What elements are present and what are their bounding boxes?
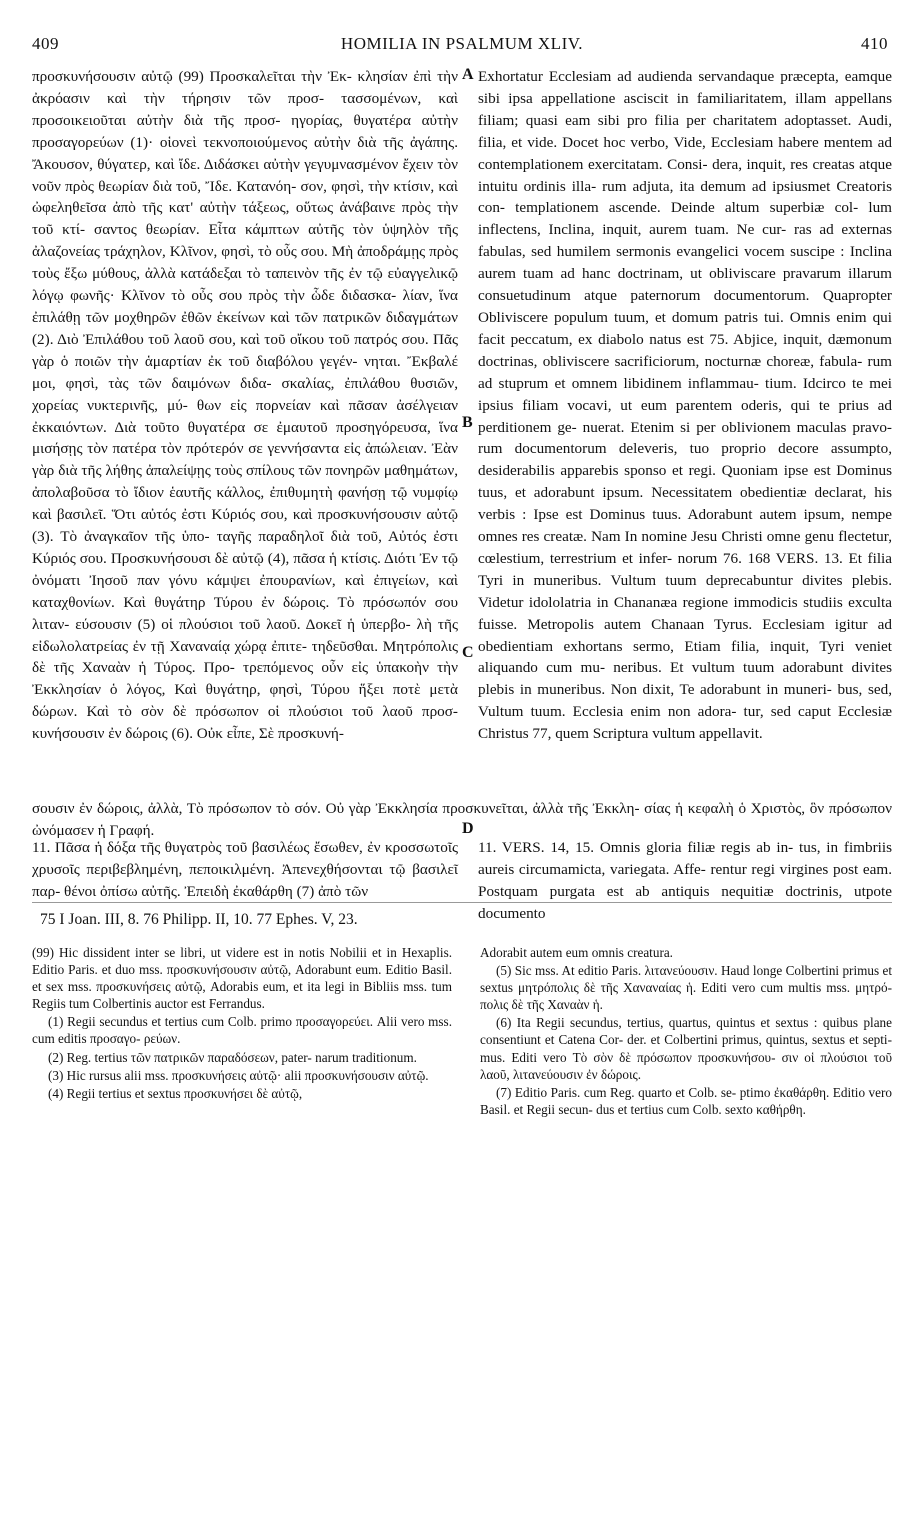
footnote: (3) Hic rursus alii mss. προσκυνήσεις αὐτῷ· alii προσκυνήσουσιν αὐτῷ. bbox=[48, 1067, 429, 1083]
footnote: (2) Reg. tertius τῶν πατρικῶν παραδόσεων, pater- narum traditionum. bbox=[48, 1049, 417, 1065]
latin-paragraph-11: 11. VERS. 14, 15. Omnis gloria filiæ regis ab in- tus, in fimbriis aureis circumamicta, variegata. Affe- rentur regi virgines post eam. Postquam purgata est ab antiquis nequitiæ doctrinis, utpote documento bbox=[478, 839, 892, 922]
scripture-references: 75 I Joan. III, 8. 76 Philipp. II, 10. 77 Ephes. V, 23. bbox=[40, 911, 358, 928]
margin-marker-b: B bbox=[462, 414, 473, 431]
footnote: (1) Regii secundus et tertius cum Colb. primo προσαγορεύει. Alii vero mss. cum editis προσαγο- ρεύων. bbox=[32, 1014, 452, 1047]
page-number-right: 410 bbox=[861, 34, 888, 53]
latin-paragraph: Exhortatur Ecclesiam ad audienda servandaque præcepta, eamque sibi ipsa appellatione asciscit in familiaritatem, illam appellans filiam; quasi eam sibi pro filia per charitatem adoptasset. Audi, filia, et vide. Docet hoc verbo, Vide, Ecclesiam habere mentem ad contemplationem exercitatam. Consi- dera, inquit, res creatas atque intuitu ordinis illa- rum adjuta, ita demum ad ipsiusmet Creatoris con- templationem ascende. Deinde altum superbiæ col- lum inflectens, Inclina, inquit, aurem tuam. Ne cur- ras ad externas fabulas, sed humilem sermonis evangelici vocem suscipe : Inclina aurem tuam ad hanc doctrinam, ut obliviscare pravarum illarum consuetudinum atque paternorum documentorum. Quapropter Obliviscere populum tuum, et domum patris tui. Omnis enim qui facit peccatum, ex diabolo natus est 75. Abjice, inquit, dæmonum doctrinas, obliviscere sacrificiorum, nocturnæ choreæ, fabula- rum ad stuprum et omnem libidinem inflammau- tium. Idcirco te mei ipsius filiam vocavi, ut eum parentem oderis, qui te prius ad perditionem ge- nuerat. Etenim si per oblivionem maculas pravo- rum documentorum deleveris, tuo proprio decore assumpto, desiderabilis apparebis sponso et regi. Quoniam ipse est Dominus tuus, et adorabunt ipsum. Necessitatem obedientiæ declarat, his verbis : Ipse est Dominus tuus. Adorabunt autem ipsum, nempe omnes res creatæ. Nam In nomine Jesu Christi omne genu flectetur, cœlestium, terrestrium et infer- norum 76. 168 VERS. 13. Et filia Tyri in muneribus. Vultum tuum deprecabuntur divites plebis. Videtur idololatria in Chananæa regione immodicis studiis exculta fuisse. Metropolis autem Chanaan Tyrus. Ecclesiam igitur ad obedientiam exhortans sermo, Etiam filia, inquit, Tyri veniet aliquando cum mu- neribus. Et vultum tuum adorabunt divites plebis in muneribus. Non dixit, Te adorabunt in muneri- bus, sed, Vultum tuum. Ecclesia enim non adora- tur, sed caput Ecclesiæ Christus 77, quem Scriptura vultum appellavit. bbox=[478, 68, 892, 743]
margin-marker-c: C bbox=[462, 644, 474, 661]
greek-column bbox=[32, 66, 458, 745]
footnote: Adorabit autem eum omnis creatura. bbox=[480, 945, 673, 960]
running-header bbox=[0, 34, 924, 58]
footnote: (7) Editio Paris. cum Reg. quarto et Colb. se- ptimo ἐκαθάρθη. Editio vero Basil. et Regii secun- dus et tertius cum Colb. sexto καθήρθη. bbox=[480, 1084, 892, 1117]
latin-column bbox=[478, 66, 892, 745]
margin-marker-d: D bbox=[462, 820, 474, 837]
footnotes-right bbox=[480, 944, 892, 1119]
footnote-rule bbox=[32, 902, 892, 903]
footnote: (4) Regii tertius et sextus προσκυνήσει δὲ αὐτῷ, bbox=[48, 1085, 303, 1101]
margin-marker-a: A bbox=[462, 66, 474, 83]
footnotes-left bbox=[32, 944, 452, 1103]
greek-paragraph-11: 11. Πᾶσα ἡ δόξα τῆς θυγατρὸς τοῦ βασιλέως ἔσωθεν, ἐν κροσσωτοῖς χρυσοῖς περιβεβλημένη, πεποικιλμένη. Ἀπενεχθήσονται τῷ βασιλεῖ παρ- θένοι ὀπίσω αὐτῆς. Ἐπειδὴ ἐκαθάρθη (7) ἀπὸ τῶν bbox=[32, 839, 458, 900]
footnote: (6) Ita Regii secundus, tertius, quartus, quintus et sextus : quibus plane consentiunt et Catena Cor- der. et Colbertini primus, quintus, sextus et septi- mus. Editi vero Τὸ σὸν δὲ πρόσωπον προσκυνήσου- σιν οἱ πλούσιοι τοῦ λαοῦ, λιτανεύουσιν ἐν δώροις. bbox=[480, 1015, 892, 1082]
page-number-left: 409 bbox=[32, 34, 59, 53]
full-width-line: σουσιν ἐν δώροις, ἀλλὰ, Τὸ πρόσωπον τὸ σόν. Οὐ γὰρ Ἐκκλησία προσκυνεῖται, ἀλλὰ τῆς Ἐκκλη- σίας ἡ κεφαλὴ ὁ Χριστὸς, ὃν πρόσωπον ὠνόμασεν ἡ Γραφή. bbox=[32, 800, 892, 839]
greek-paragraph: προσκυνήσουσιν αὐτῷ (99) Προσκαλεῖται τὴν Ἐκ- κλησίαν ἐπὶ τὴν ἀκρόασιν καὶ τὴν τήρησιν τῶν προσ- τασσομένων, καὶ προσοικειοῦται αὐτὴν διὰ τῆς προσ- ηγορίας, θυγατέρα αὐτὴν προσαγορεύων (1)· οἱονεὶ τεκνοποιούμενος αὐτὴν διὰ τῆς ἀγάπης. Ἄκουσον, θύγατερ, καὶ ἴδε. Διδάσκει αὐτὴν γεγυμνασμένον ἔχειν τὸν νοῦν πρὸς θεωρίαν διὰ τοῦ, Ἴδε. Κατανόη- σον, φησὶ, τὴν κτίσιν, καὶ ὠφεληθεῖσα ἀπὸ τῆς κατ' αὐτὴν τάξεως, οὕτως ἀνάβαινε πρὸς τὴν τοῦ κτί- σαντος θεωρίαν. Εἶτα κάμπτων αὐτῆς τὸν ὑψηλὸν τῆς ἀλαζονείας τράχηλον, Κλῖνον, φησὶ, τὸ οὖς σου. Μὴ ἀποδράμῃς πρὸς τοὺς ἔξω μύθους, ἀλλὰ κατάδεξαι τὸ ταπεινὸν τῆς ἐν τῷ εὐαγγελικῷ λόγῳ φωνῆς· Κλῖνον τὸ οὖς σου πρὸς τὴν ὧδε διδασκα- λίαν, ἵνα ἐπιλάθῃ τῶν μοχθηρῶν ἐθῶν ἐκείνων καὶ τῶν πατρικῶν διδαγμάτων (2). Διὸ Ἐπιλάθου τοῦ λαοῦ σου, καὶ τοῦ οἴκου τοῦ πατρός σου. Πᾶς γὰρ ὁ ποιῶν τὴν ἁμαρτίαν ἐκ τοῦ διαβόλου γεγέν- νηται. Ἔκβαλέ μοι, φησὶ, τὰς τῶν δαιμόνων διδα- σκαλίας, ἐπιλάθου θυσιῶν, χορείας νυκτερινῆς, μύ- θων εἰς πορνείαν καὶ πᾶσαν ἀσέλγειαν ἐκκαιόντων. Διὰ τοῦτο θυγατέρα σε ἐμαυτοῦ προσηγόρευσα, ἵνα μισήσῃς τὸν πατέρα τὸν πρότερόν σε γεννήσαντα εἰς ἀπώλειαν. Ἐὰν γὰρ διὰ τῆς λήθης ἀπαλείψῃς τοὺς σπίλους τῶν πονηρῶν μαθημάτων, ἀπολαβοῦσα τὸ ἴδιον ἑαυτῆς κάλλος, ἐπιθυμητὴ φανήσῃ τῷ νυμφίῳ καὶ βασιλεῖ. Ὅτι αὐτός ἐστι Κύριός σου, καὶ προσκυνήσουσιν αὐτῷ (3). Τὸ ἀναγκαῖον τῆς ὑπο- ταγῆς παραδηλοῖ διὰ τοῦ, Αὐτός ἐστι Κύριός σου. Προσκυνήσουσι δὲ αὐτῷ (4), πᾶσα ἡ κτίσις. Διότι Ἐν τῷ ὀνόματι Ἰησοῦ παν γόνυ κάμψει ἐπουρανίων, καὶ ἐπιγείων, καὶ καταχθονίων. Καὶ θυγάτηρ Τύρου ἐν δώροις. Τὸ πρόσωπόν σου λιταν- εύσουσιν (5) οἱ πλούσιοι τοῦ λαοῦ. Δοκεῖ ἡ ὑπερβο- λὴ τῆς εἰδωλολατρείας ἐν τῇ Χαναναίᾳ χώρᾳ ἐπιτε- τηδεῦσθαι. Μητρόπολις δὲ τῆς Χαναὰν ἡ Τύρος. Προ- τρεπόμενος οὖν εἰς ὑπακοὴν τὴν Ἐκκλησίαν ὁ λόγος, Καὶ θυγάτηρ, φησὶ, Τύρου ἥξει ποτὲ μετὰ δώρων. Καὶ τὸ σὸν δὲ πρόσωπον οἱ πλούσιοι τοῦ λαοῦ προσ- κυνήσουσιν ἐν δώροις (6). Οὐκ εἶπε, Σὲ προσκυνή- bbox=[32, 68, 458, 743]
running-title: HOMILIA IN PSALMUM XLIV. bbox=[340, 34, 584, 53]
footnote: (5) Sic mss. At editio Paris. λιτανεύουσιν. Haud longe Colbertini primus et sextus μητρόπολις δὲ τῆς Χαναναίας ἡ. Editi vero cum multis mss. μητρό- πολις δὲ τῆς Χαναὰν ἡ. bbox=[480, 963, 892, 1013]
footnote: (99) Hic dissident inter se libri, ut videre est in notis Nobilii et in Hexaplis. Editio Paris. et duo mss. προσκυνήσουσιν αὐτῷ, Adorabunt eum. Editio Basil. et sex mss. προσκυνήσεις αὐτῷ, Adorabis eum, et ita legi in Bibliis mss. tum Regiis tum Colbertinis auctor est Ferrandus. bbox=[32, 945, 452, 1012]
greek-column-section-11 bbox=[32, 822, 458, 918]
